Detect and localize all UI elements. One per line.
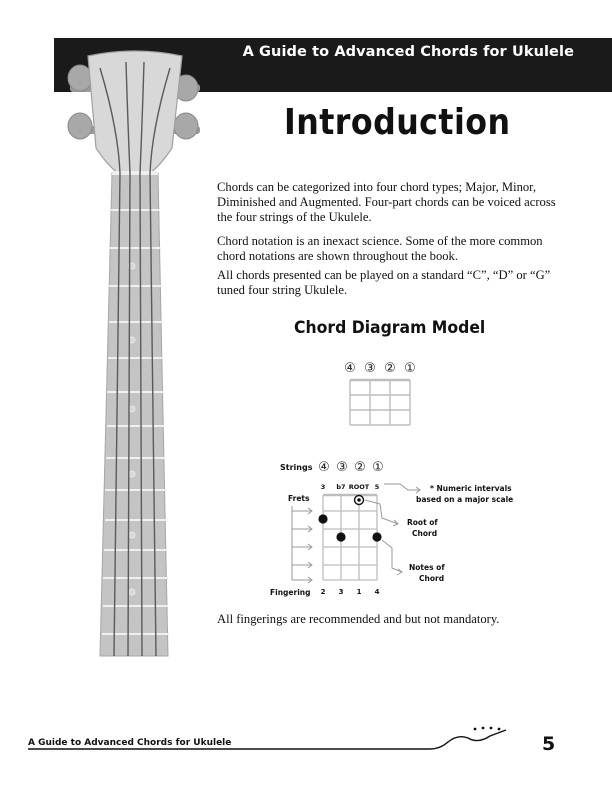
note-dot-string-1 xyxy=(372,532,381,541)
chord-diagram-annotated xyxy=(268,452,538,604)
page-title: Introduction xyxy=(284,102,511,143)
detail-string-3: ③ xyxy=(336,460,348,475)
footer-title: A Guide to Advanced Chords for Ukulele xyxy=(28,738,232,748)
notes-callout-line1: Notes of xyxy=(409,563,445,572)
detail-string-1: ① xyxy=(372,460,384,475)
interval-string-4: 3 xyxy=(320,483,326,491)
closing-note: All fingerings are recommended and but not mandatory. xyxy=(217,612,500,626)
page-number: 5 xyxy=(542,733,556,755)
notes-callout-line2: Chord xyxy=(419,574,445,583)
root-note-marker-center xyxy=(357,498,361,502)
intro-paragraph-2: Chord notation is an inexact science. Some of the more common chord notations are shown throughout the book. xyxy=(217,234,543,263)
model-string-4: ④ xyxy=(344,361,356,376)
intro-paragraph-1: Chords can be categorized into four chord types; Major, Minor, Diminished and Augmented. Four-part chords can be voiced across the four strings of the Ukulele. xyxy=(217,180,556,224)
model-grid xyxy=(350,380,410,425)
detail-string-4: ④ xyxy=(318,460,330,475)
interval-string-1: 5 xyxy=(374,483,380,491)
chord-diagram-model xyxy=(330,355,430,435)
detail-string-2: ② xyxy=(354,460,366,475)
header-title: A Guide to Advanced Chords for Ukulele xyxy=(242,44,574,60)
section-title: Chord Diagram Model xyxy=(294,318,486,338)
note-dot-string-3 xyxy=(336,532,345,541)
intro-paragraph-3: All chords presented can be played on a standard “C”, “D” or “G” tuned four string Ukulele. xyxy=(217,268,551,297)
fingering-string-2: 1 xyxy=(356,588,362,596)
note-dot-string-4 xyxy=(318,514,327,523)
ukulele-neck-illustration xyxy=(60,48,210,658)
interval-string-2: ROOT xyxy=(348,483,370,491)
fingering-string-3: 3 xyxy=(338,588,344,596)
model-string-2: ② xyxy=(384,361,396,376)
fingering-label: Fingering xyxy=(270,588,311,597)
frets-label: Frets xyxy=(288,494,310,503)
interval-string-3: b7 xyxy=(336,483,346,491)
intervals-note-line1: * Numeric intervals xyxy=(430,484,512,493)
strings-label: Strings xyxy=(280,463,313,472)
intervals-note-line2: based on a major scale xyxy=(416,495,514,504)
root-callout-line2: Chord xyxy=(412,529,438,538)
root-callout-line1: Root of xyxy=(407,518,438,527)
detail-grid xyxy=(323,495,377,580)
fingering-string-4: 2 xyxy=(320,588,326,596)
model-string-3: ③ xyxy=(364,361,376,376)
model-string-1: ① xyxy=(404,361,416,376)
fingering-string-1: 4 xyxy=(374,588,380,596)
fret-arrows xyxy=(292,506,312,583)
